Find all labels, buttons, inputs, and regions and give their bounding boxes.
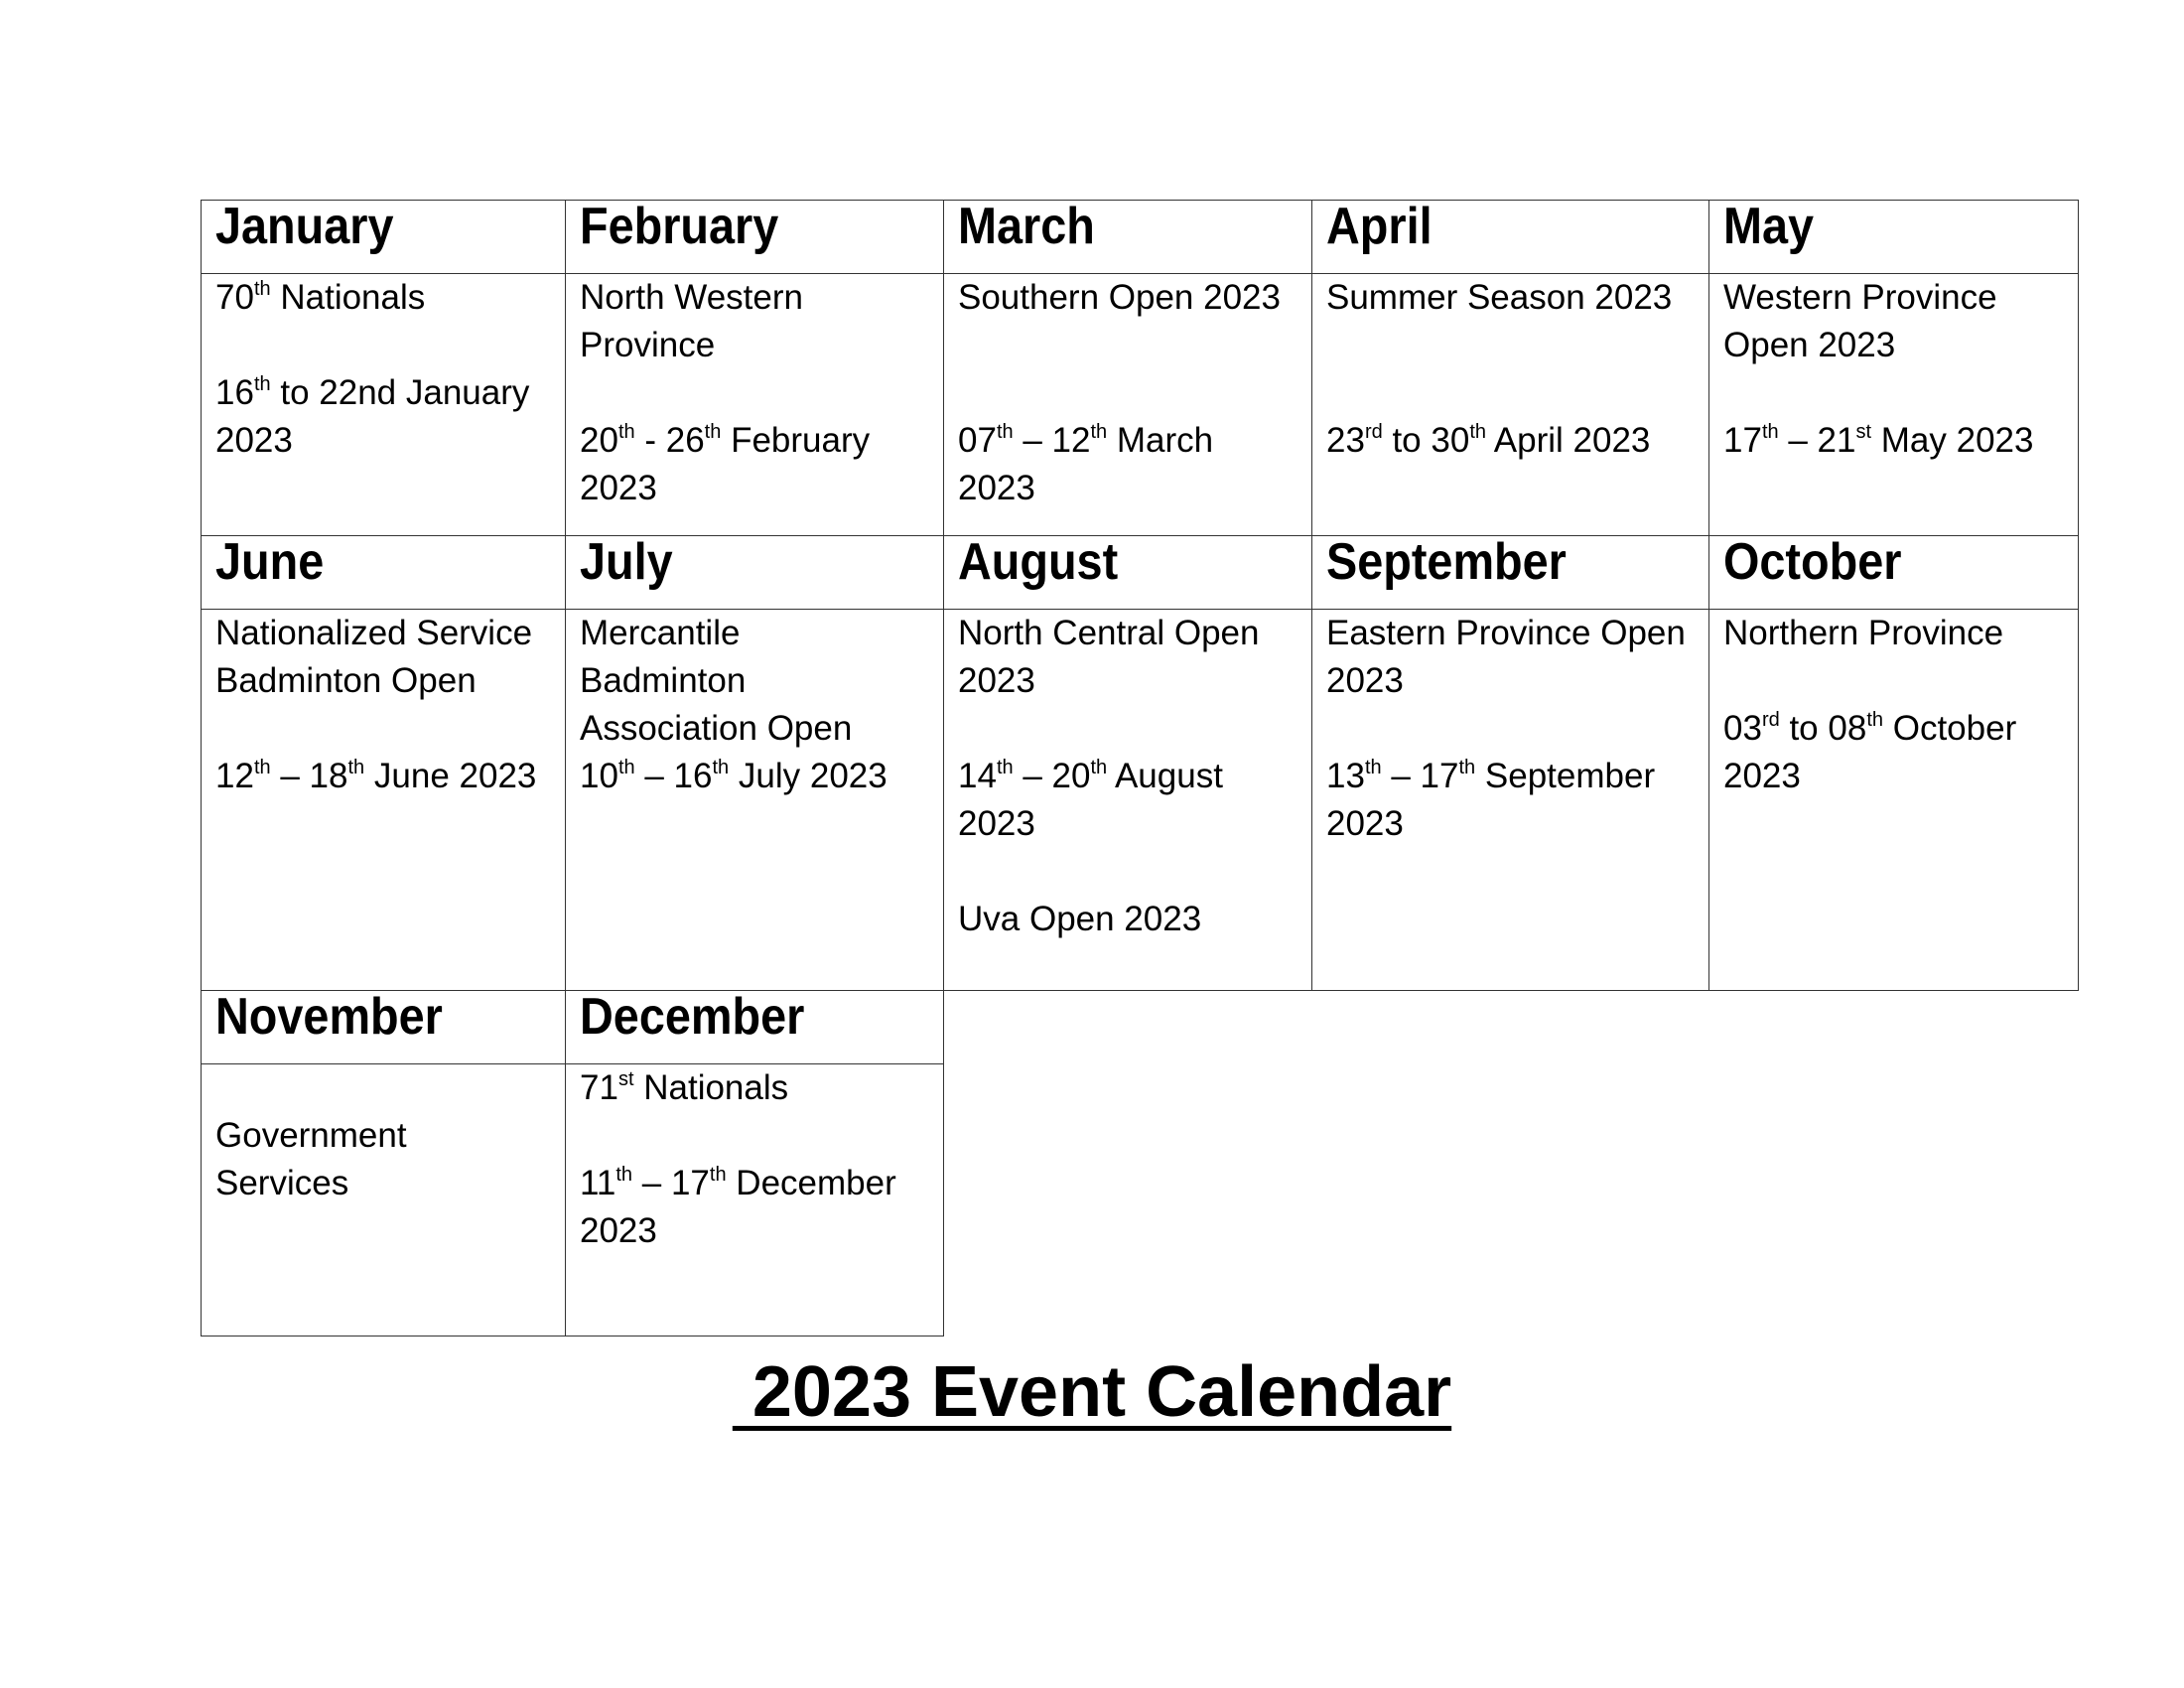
ordinal-suffix: th — [1469, 421, 1486, 443]
month-header-may: May — [1709, 201, 2079, 274]
event-line — [580, 369, 929, 417]
event-line — [215, 322, 551, 369]
event-text: to 30 — [1382, 421, 1470, 460]
event-line — [580, 705, 929, 753]
event-text: 07 — [958, 421, 997, 460]
event-line — [215, 657, 551, 705]
empty-area — [944, 1064, 2079, 1336]
event-text: – 21 — [1778, 421, 1856, 460]
month-header-october: October — [1709, 536, 2079, 610]
ordinal-suffix: th — [996, 421, 1014, 443]
event-text: Nationals — [633, 1068, 789, 1107]
month-header-row — [202, 201, 2079, 274]
event-text: May 2023 — [1871, 421, 2034, 460]
event-calendar-table — [201, 200, 2079, 1336]
event-line — [215, 705, 551, 753]
event-text: Province — [580, 326, 716, 364]
ordinal-suffix: st — [617, 1068, 634, 1090]
month-header-august: August — [944, 536, 1312, 610]
event-text: 2023 — [958, 804, 1035, 843]
event-text: Nationalized Service — [215, 614, 533, 652]
event-line — [1326, 705, 1695, 753]
ordinal-suffix: th — [615, 1164, 633, 1186]
month-header-march: March — [944, 201, 1312, 274]
ordinal-suffix: th — [1866, 709, 1883, 731]
month-header-june: June — [202, 536, 566, 610]
event-text: Open 2023 — [1723, 326, 1896, 364]
event-text: Western Province — [1723, 278, 1997, 317]
event-text: December — [726, 1164, 896, 1202]
event-cell-february — [566, 274, 944, 536]
event-text: 20 — [580, 421, 618, 460]
ordinal-suffix: th — [617, 421, 635, 443]
event-line — [1723, 322, 2064, 369]
event-text: 03 — [1723, 709, 1762, 748]
event-text: 2023 — [580, 469, 657, 507]
event-line — [215, 369, 551, 417]
event-line — [1326, 322, 1695, 369]
ordinal-suffix: th — [1458, 757, 1476, 778]
event-cell-may — [1709, 274, 2079, 536]
ordinal-suffix: rd — [1364, 421, 1383, 443]
month-header-row — [202, 991, 2079, 1064]
event-cell-december — [566, 1064, 944, 1336]
event-line — [958, 465, 1297, 512]
month-header-february: February — [566, 201, 944, 274]
event-row — [202, 274, 2079, 536]
event-line — [1326, 753, 1695, 800]
event-line — [1723, 369, 2064, 417]
ordinal-suffix: th — [347, 757, 365, 778]
event-text: Northern Province — [1723, 614, 2004, 652]
event-cell-november — [202, 1064, 566, 1336]
event-line — [580, 465, 929, 512]
event-line — [958, 369, 1297, 417]
event-text: March — [1107, 421, 1214, 460]
event-line — [1723, 274, 2064, 322]
ordinal-suffix: st — [1855, 421, 1872, 443]
event-line — [215, 610, 551, 657]
event-line — [958, 896, 1297, 943]
event-cell-october — [1709, 610, 2079, 991]
event-text: 23 — [1326, 421, 1365, 460]
event-cell-january — [202, 274, 566, 536]
event-line — [580, 1064, 929, 1112]
event-line — [580, 274, 929, 322]
event-line — [580, 1207, 929, 1255]
event-line — [580, 610, 929, 657]
month-header-december: December — [566, 991, 944, 1064]
ordinal-suffix: th — [253, 278, 271, 300]
event-text: Government — [215, 1116, 407, 1155]
event-line — [958, 657, 1297, 705]
event-text: 70 — [215, 278, 254, 317]
month-header-january: January — [202, 201, 566, 274]
event-text: 2023 — [1326, 804, 1404, 843]
event-text: 71 — [580, 1068, 618, 1107]
event-text: 17 — [1723, 421, 1762, 460]
month-header-row — [202, 536, 2079, 610]
event-line — [1326, 369, 1695, 417]
event-line — [958, 417, 1297, 465]
month-header-april: April — [1312, 201, 1709, 274]
event-row — [202, 610, 2079, 991]
event-text: – 17 — [1381, 757, 1459, 795]
event-text: 2023 — [580, 1211, 657, 1250]
event-cell-june — [202, 610, 566, 991]
ordinal-suffix: th — [996, 757, 1014, 778]
event-text: 2023 — [1723, 757, 1801, 795]
event-line — [958, 274, 1297, 322]
event-text: Uva Open 2023 — [958, 900, 1202, 938]
ordinal-suffix: th — [1364, 757, 1382, 778]
event-text: to 08 — [1779, 709, 1867, 748]
event-text: October — [1883, 709, 2017, 748]
event-line — [580, 1160, 929, 1207]
month-header-november: November — [202, 991, 566, 1064]
event-text: – 17 — [632, 1164, 710, 1202]
page-title: 2023 Event Calendar — [732, 1352, 1452, 1432]
event-line — [958, 322, 1297, 369]
event-line — [580, 657, 929, 705]
event-line — [215, 417, 551, 465]
event-text: 11 — [580, 1164, 616, 1202]
event-text: Badminton Open — [215, 661, 477, 700]
event-text: 16 — [215, 373, 254, 412]
event-line — [215, 1112, 551, 1160]
event-line — [215, 1064, 551, 1112]
event-text: Association Open — [580, 709, 853, 748]
ordinal-suffix: th — [709, 1164, 727, 1186]
event-line — [215, 274, 551, 322]
event-text: – 18 — [270, 757, 348, 795]
event-line — [215, 1160, 551, 1207]
month-header-september: September — [1312, 536, 1709, 610]
event-text: 10 — [580, 757, 618, 795]
event-text: Southern Open 2023 — [958, 278, 1281, 317]
event-line — [1326, 610, 1695, 657]
event-text: February — [721, 421, 871, 460]
event-row — [202, 1064, 2079, 1336]
event-text: 2023 — [958, 661, 1035, 700]
event-text: Mercantile — [580, 614, 741, 652]
event-cell-april — [1312, 274, 1709, 536]
event-text: – 20 — [1013, 757, 1091, 795]
event-line — [1723, 417, 2064, 465]
event-line — [958, 848, 1297, 896]
event-text: Eastern Province Open — [1326, 614, 1686, 652]
event-line — [1723, 657, 2064, 705]
ordinal-suffix: th — [1761, 421, 1779, 443]
event-line — [215, 753, 551, 800]
event-cell-july — [566, 610, 944, 991]
event-text: North Western — [580, 278, 803, 317]
event-text: July 2023 — [729, 757, 887, 795]
ordinal-suffix: rd — [1761, 709, 1780, 731]
event-line — [580, 322, 929, 369]
event-line — [1326, 417, 1695, 465]
event-text: – 12 — [1013, 421, 1091, 460]
event-text: 12 — [215, 757, 254, 795]
event-cell-march — [944, 274, 1312, 536]
empty-area — [944, 991, 2079, 1064]
event-text: August — [1107, 757, 1223, 795]
ordinal-suffix: th — [1090, 421, 1108, 443]
event-line — [1326, 274, 1695, 322]
event-text: June 2023 — [364, 757, 537, 795]
event-text: 2023 — [215, 421, 293, 460]
event-line — [958, 705, 1297, 753]
event-text: September — [1475, 757, 1656, 795]
event-line — [580, 753, 929, 800]
event-text: Summer Season 2023 — [1326, 278, 1673, 317]
event-text: - 26 — [634, 421, 705, 460]
event-line — [1723, 753, 2064, 800]
event-cell-september — [1312, 610, 1709, 991]
event-text: to 22nd January — [270, 373, 530, 412]
event-line — [958, 800, 1297, 848]
event-text: 2023 — [1326, 661, 1404, 700]
event-text: 2023 — [958, 469, 1035, 507]
event-text: Badminton — [580, 661, 747, 700]
event-line — [580, 1112, 929, 1160]
event-text: – 16 — [634, 757, 713, 795]
event-cell-august — [944, 610, 1312, 991]
ordinal-suffix: th — [1090, 757, 1108, 778]
event-text: April 2023 — [1486, 421, 1651, 460]
ordinal-suffix: th — [253, 373, 271, 395]
ordinal-suffix: th — [704, 421, 722, 443]
ordinal-suffix: th — [712, 757, 730, 778]
event-line — [1723, 705, 2064, 753]
event-text: North Central Open — [958, 614, 1260, 652]
ordinal-suffix: th — [253, 757, 271, 778]
event-text: 14 — [958, 757, 997, 795]
event-line — [1326, 800, 1695, 848]
ordinal-suffix: th — [617, 757, 635, 778]
event-line — [1326, 657, 1695, 705]
event-line — [1723, 610, 2064, 657]
event-line — [958, 610, 1297, 657]
event-text: 13 — [1326, 757, 1365, 795]
month-header-july: July — [566, 536, 944, 610]
event-text: Services — [215, 1164, 349, 1202]
event-line — [958, 753, 1297, 800]
event-line — [580, 417, 929, 465]
event-text: Nationals — [270, 278, 426, 317]
